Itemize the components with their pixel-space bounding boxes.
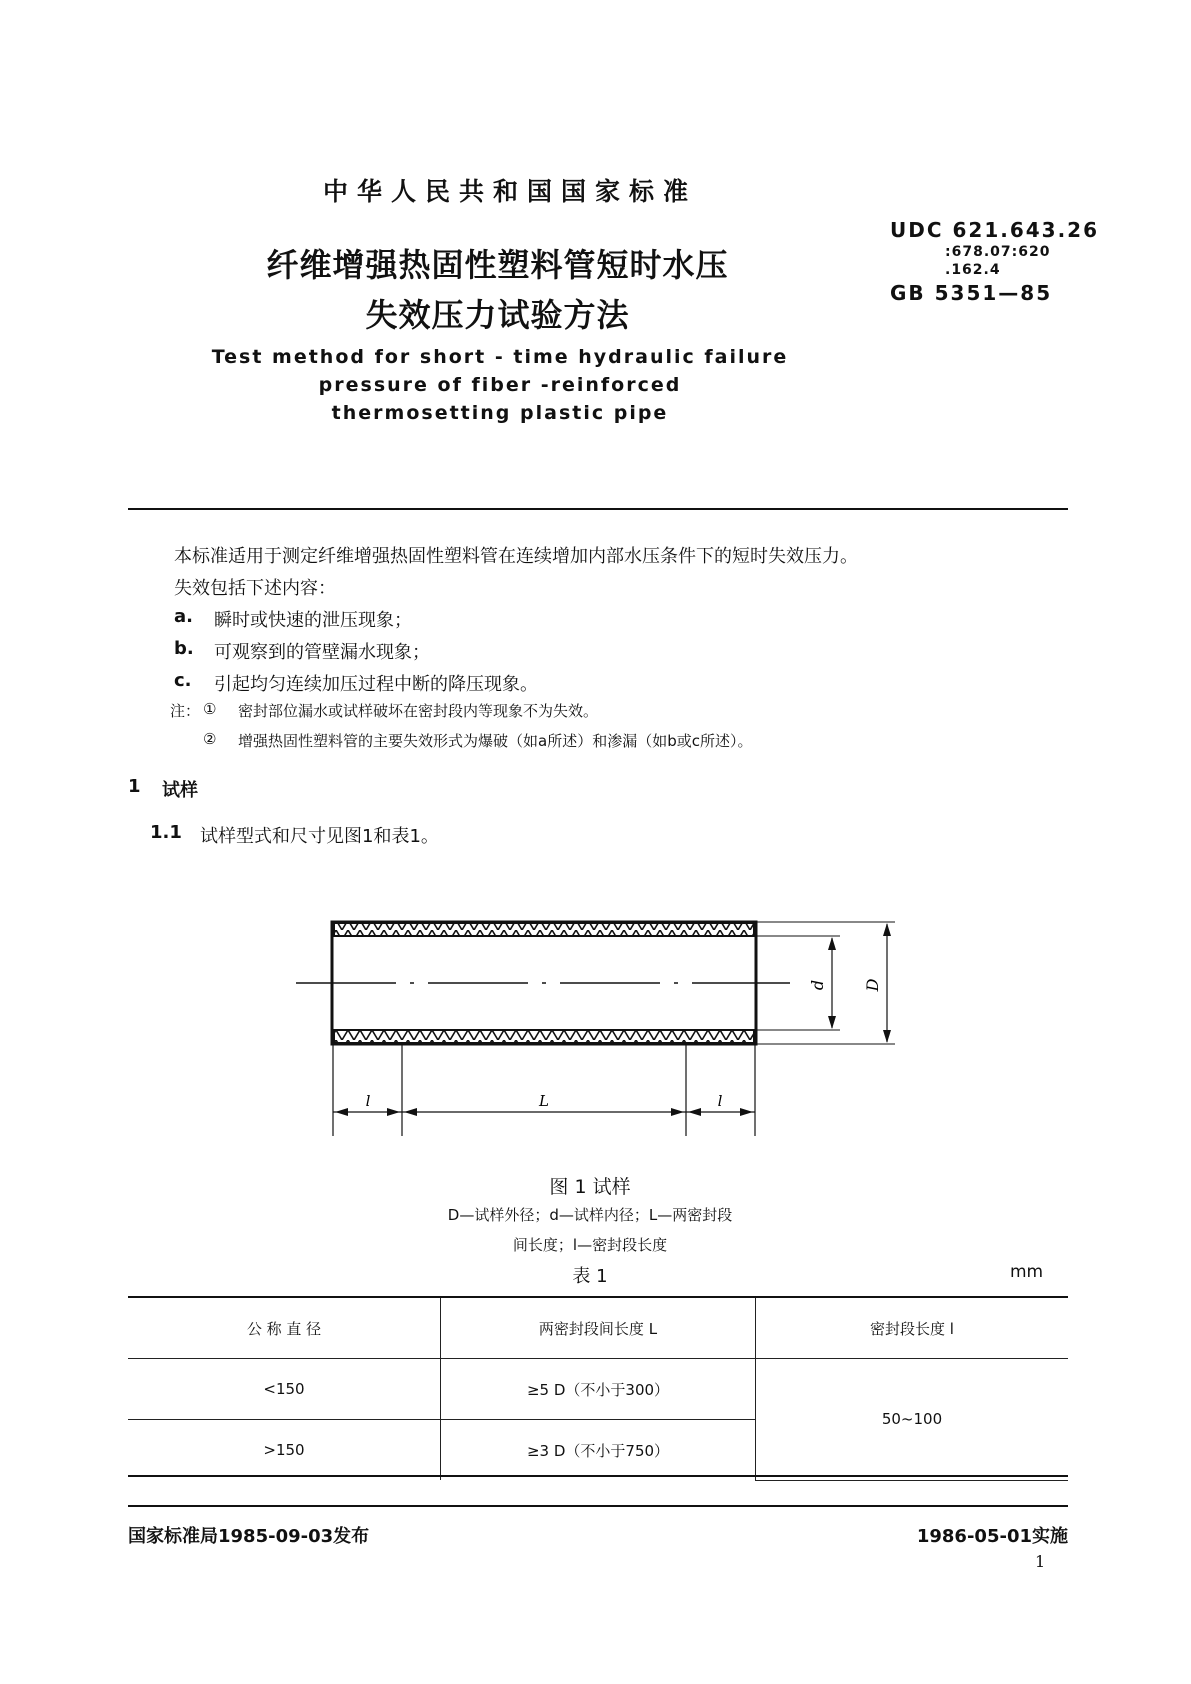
note-marker-2: ②: [203, 730, 217, 748]
figure-caption: 图 1 试样: [549, 1176, 631, 1198]
header-nominal-diameter: 公 称 直 径: [128, 1298, 441, 1359]
list-item-c: 引起均匀连续加压过程中断的降压现象。: [214, 674, 538, 695]
label-l-right: l: [717, 1092, 723, 1110]
failure-intro: 失效包括下述内容：: [174, 578, 336, 599]
table-unit: mm: [1010, 1262, 1044, 1282]
udc-code-line3: .162.4: [945, 262, 1001, 278]
header-length-between-seals: 两密封段间长度 L: [441, 1298, 756, 1359]
footer-divider: [128, 1505, 1068, 1507]
pipe-drawing: [296, 922, 895, 1136]
section-number: 1: [128, 776, 141, 797]
arrow-D-bottom: [883, 1030, 891, 1043]
arrow-l-left-start: [335, 1108, 348, 1116]
issued-date: 国家标准局1985-09-03发布: [128, 1526, 370, 1547]
title-zh-line2: 失效压力试验方法: [365, 296, 630, 334]
label-L: L: [539, 1092, 549, 1110]
list-marker-c: c.: [174, 670, 192, 691]
cell-seal-length: 50~100: [756, 1359, 1069, 1481]
arrow-d-bottom: [828, 1016, 836, 1029]
arrow-d-top: [828, 937, 836, 950]
header-seal-length: 密封段长度 l: [756, 1298, 1069, 1359]
table-1: [128, 1298, 1068, 1481]
pipe-bottom-wall: [334, 1030, 754, 1043]
arrow-l-right-start: [688, 1108, 701, 1116]
arrow-L-start: [404, 1108, 417, 1116]
note-2: 增强热固性塑料管的主要失效形式为爆破（如a所述）和渗漏（如b或c所述）。: [238, 732, 753, 750]
section-title: 试样: [162, 780, 198, 801]
label-D: D: [863, 978, 882, 992]
table-row: [128, 1359, 1068, 1420]
label-d: d: [808, 979, 827, 991]
subsection-text: 试样型式和尺寸见图1和表1。: [200, 826, 439, 847]
cell-diameter-1: <150: [128, 1359, 441, 1420]
title-en-line1: Test method for short - time hydraulic failure: [211, 346, 789, 368]
list-item-b: 可观察到的管壁漏水现象；: [214, 642, 430, 663]
title-zh-line1: 纤维增强热固性塑料管短时水压: [266, 246, 729, 284]
arrow-l-right-end: [740, 1108, 753, 1116]
table-bottom-rule: [128, 1475, 1068, 1477]
table-caption: 表 1: [572, 1266, 608, 1287]
note-1: 密封部位漏水或试样破坏在密封段内等现象不为失效。: [238, 702, 599, 720]
udc-code-line1: UDC 621.643.26: [890, 218, 1100, 242]
cell-length-2: ≥3 D（不小于750）: [441, 1420, 756, 1481]
udc-code-line2: :678.07:620: [945, 244, 1051, 260]
arrow-l-left-end: [387, 1108, 400, 1116]
title-en-line2: pressure of fiber -reinforced: [318, 374, 682, 396]
scope-paragraph: 本标准适用于测定纤维增强热固性塑料管在连续增加内部水压条件下的短时失效压力。: [174, 546, 858, 567]
table-header-row: [128, 1298, 1068, 1359]
list-marker-a: a.: [174, 606, 193, 627]
list-item-a: 瞬时或快速的泄压现象；: [214, 610, 412, 631]
note-marker-1: ①: [203, 700, 217, 718]
figure-legend-line1: D—试样外径；d—试样内径；L—两密封段: [447, 1206, 733, 1224]
cell-diameter-2: >150: [263, 1441, 305, 1459]
arrow-L-end: [671, 1108, 684, 1116]
subsection-number: 1.1: [150, 822, 182, 843]
note-label: 注：: [170, 702, 201, 720]
label-l-left: l: [365, 1092, 371, 1110]
pipe-top-wall: [334, 923, 754, 936]
figure-legend-line2: 间长度；l—密封段长度: [512, 1236, 668, 1254]
page-number: 1: [1035, 1552, 1046, 1571]
cell-length-1: ≥5 D（不小于300）: [441, 1359, 756, 1420]
national-standard-title: 中华人民共和国国家标准: [322, 177, 697, 206]
effective-date: 1986-05-01实施: [916, 1526, 1068, 1547]
list-marker-b: b.: [174, 638, 194, 659]
title-en-line3: thermosetting plastic pipe: [331, 402, 669, 424]
arrow-D-top: [883, 923, 891, 936]
gb-number: GB 5351—85: [890, 281, 1053, 305]
